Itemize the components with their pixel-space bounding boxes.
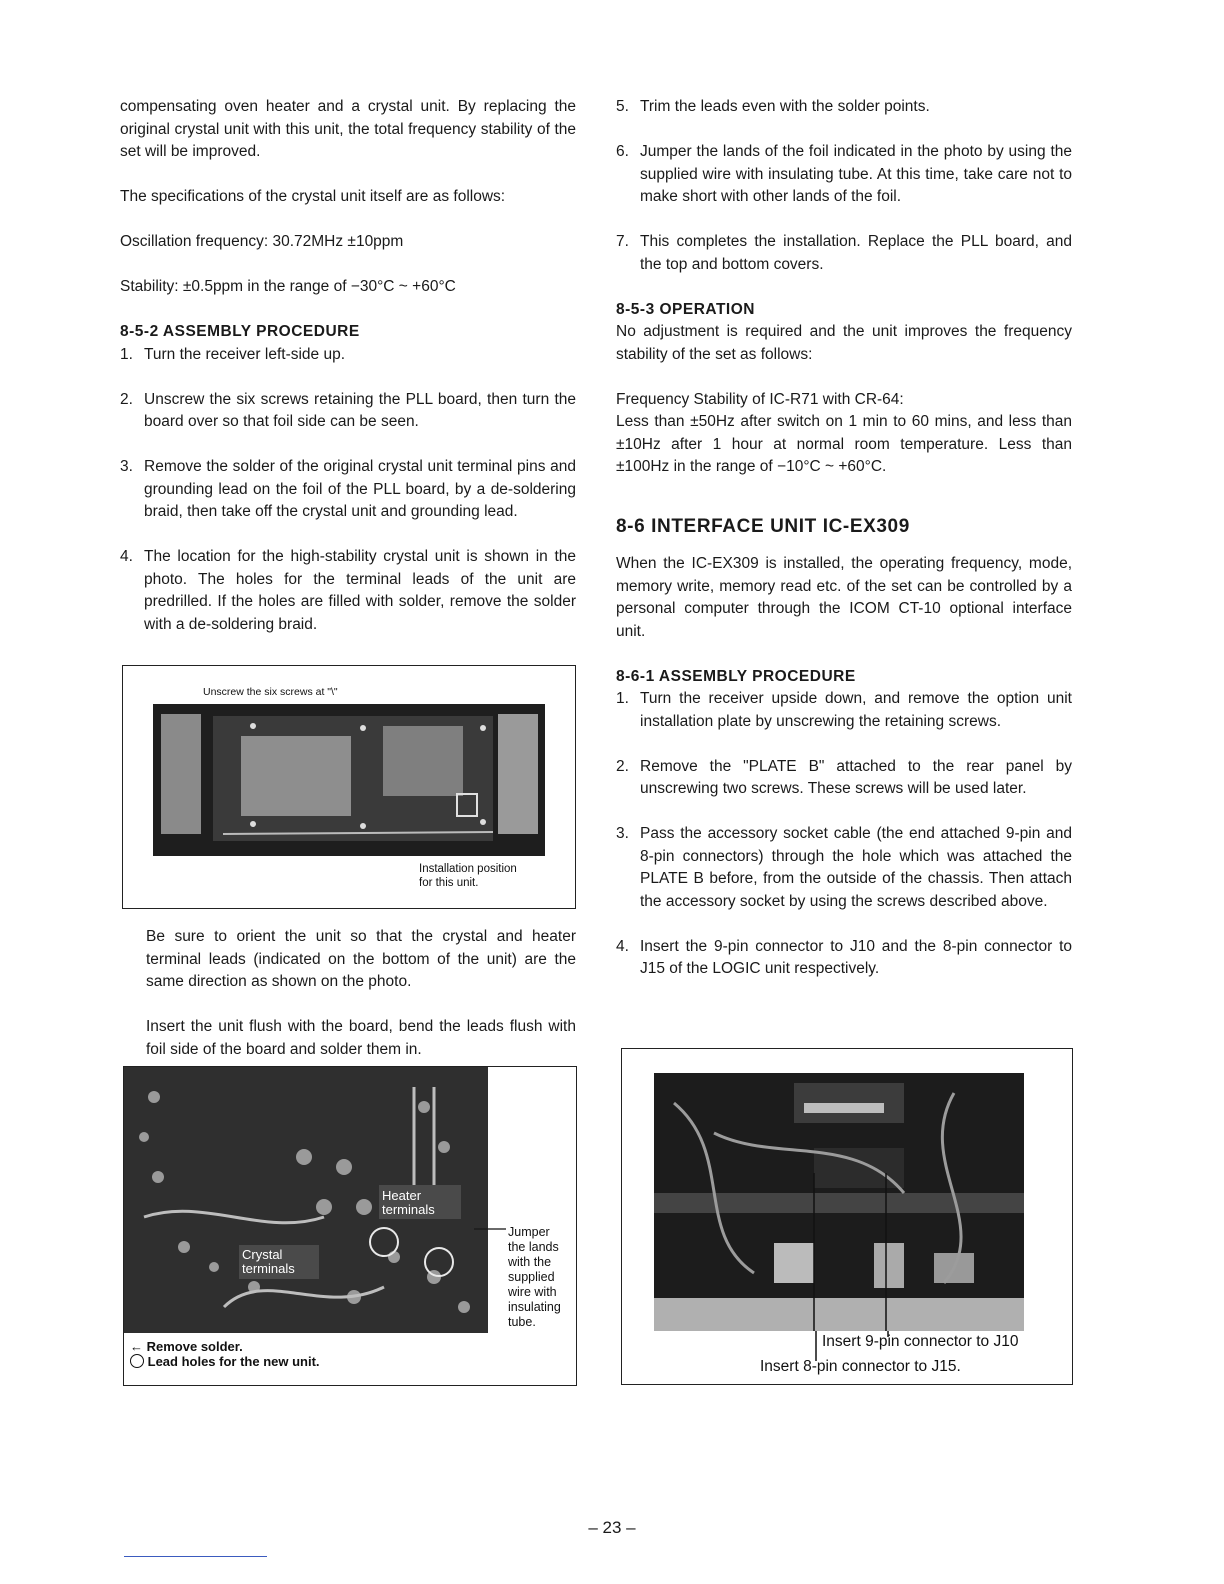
page-number: – 23 – bbox=[588, 1518, 636, 1537]
figure-logic-unit bbox=[621, 1048, 1073, 1385]
interface-text: When the IC-EX309 is installed, the operating frequency, mode, memory write, memory read etc. of the set can be controlled by a personal computer through the ICOM CT-10 optional interface unit. bbox=[616, 555, 1072, 640]
list-item: 3. Remove the solder of the original crystal unit terminal pins and grounding lead on the foil of the PLL board, by a de-soldering braid, then take off the crystal unit and grounding lead. bbox=[120, 458, 576, 520]
spec-stability: Stability: ±0.5ppm in the range of −30°C ~ +60°C bbox=[120, 278, 456, 295]
list-item: 3. Pass the accessory socket cable (the end attached 9-pin and 8-pin connectors) through the hole which was attached the PLATE B before, from the outside of the chassis. Then attach the accessory socket by using the screws described above. bbox=[616, 825, 1072, 910]
legend-remove-solder: ← Remove solder. bbox=[130, 1339, 243, 1354]
list-item: 6. Jumper the lands of the foil indicated in the photo by using the supplied wire with insulating tube. At this time, take care not to make short with other lands of the foil. bbox=[616, 143, 1072, 205]
jumper-label: Jumper the lands with the supplied wire with insulating tube. bbox=[508, 1225, 561, 1329]
figure1-top-label: Unscrew the six screws at "\" bbox=[203, 686, 338, 698]
list-item: 1. Turn the receiver left-side up. bbox=[120, 345, 346, 363]
list-item: 2. Remove the "PLATE B" attached to the rear panel by unscrewing two screws. These screws will be used later. bbox=[616, 757, 1072, 797]
label-j10: Insert 9-pin connector to J10 bbox=[822, 1333, 1019, 1350]
label-j15: Insert 8-pin connector to J15. bbox=[760, 1358, 961, 1375]
list-item: 4. Insert the 9-pin connector to J10 and the 8-pin connector to J15 of the LOGIC unit respectively. bbox=[616, 937, 1072, 977]
stability-text: Less than ±50Hz after switch on 1 min to 60 mins, and less than ±10Hz after 1 hour at normal room temperature. Less than ±100Hz in the range of −10°C ~ +60°C. bbox=[616, 413, 1072, 475]
stability-title: Frequency Stability of IC-R71 with CR-64: bbox=[616, 390, 904, 408]
spec-oscillation: Oscillation frequency: 30.72MHz ±10ppm bbox=[120, 233, 404, 250]
intro-paragraph: compensating oven heater and a crystal unit. By replacing the original crystal unit with this unit, the total frequency stability of the set will be improved. bbox=[120, 98, 576, 160]
list-item: 5. Trim the leads even with the solder points. bbox=[616, 98, 930, 115]
left-arrow-icon: ← bbox=[130, 1339, 143, 1354]
section-853-heading: 8-5-3 OPERATION bbox=[616, 300, 755, 318]
section-861-heading: 8-6-1 ASSEMBLY PROCEDURE bbox=[616, 667, 856, 685]
list-item: 7. This completes the installation. Replace the PLL board, and the top and bottom covers. bbox=[616, 233, 1072, 273]
insert-note: Insert the unit flush with the board, bend the leads flush with foil side of the board and solder them in. bbox=[146, 1018, 576, 1058]
orient-note: Be sure to orient the unit so that the crystal and heater terminal leads (indicated on the bottom of the unit) are the same direction as shown on the photo. bbox=[146, 928, 576, 990]
orient-notes bbox=[146, 926, 576, 1061]
left-column bbox=[120, 96, 576, 636]
list-item: 4. The location for the high-stability crystal unit is shown in the photo. The holes for the terminal leads of the unit are predrilled. If the holes are filled with solder, remove the solder with a de-soldering braid. bbox=[120, 548, 576, 633]
circle-icon bbox=[130, 1354, 144, 1368]
heater-terminals-label: Heater terminals bbox=[382, 1188, 435, 1217]
section-86-heading: 8-6 INTERFACE UNIT IC-EX309 bbox=[616, 516, 910, 537]
spec-intro: The specifications of the crystal unit itself are as follows: bbox=[120, 188, 506, 205]
list-item: 2. Unscrew the six screws retaining the PLL board, then turn the board over so that foil side can be seen. bbox=[120, 390, 576, 430]
list-item: 1. Turn the receiver upside down, and remove the option unit installation plate by unscrewing the retaining screws. bbox=[616, 690, 1072, 730]
figure1-bottom-label-1: Installation position bbox=[419, 863, 517, 875]
operation-text: No adjustment is required and the unit improves the frequency stability of the set as follows: bbox=[616, 323, 1072, 363]
logic-unit-photo bbox=[654, 1073, 1024, 1331]
pll-board-photo bbox=[153, 704, 545, 856]
figure-foil-side bbox=[123, 1066, 577, 1386]
legend-lead-holes: Lead holes for the new unit. bbox=[130, 1354, 320, 1369]
footer-rule bbox=[124, 1556, 267, 1557]
jumper-pointer-line bbox=[488, 1227, 508, 1231]
section-852-heading: 8-5-2 ASSEMBLY PROCEDURE bbox=[120, 323, 360, 340]
figure-pll-board bbox=[122, 665, 576, 909]
right-column bbox=[616, 96, 1072, 981]
crystal-terminals-label: Crystal terminals bbox=[242, 1247, 295, 1276]
figure1-bottom-label-2: for this unit. bbox=[419, 877, 479, 889]
